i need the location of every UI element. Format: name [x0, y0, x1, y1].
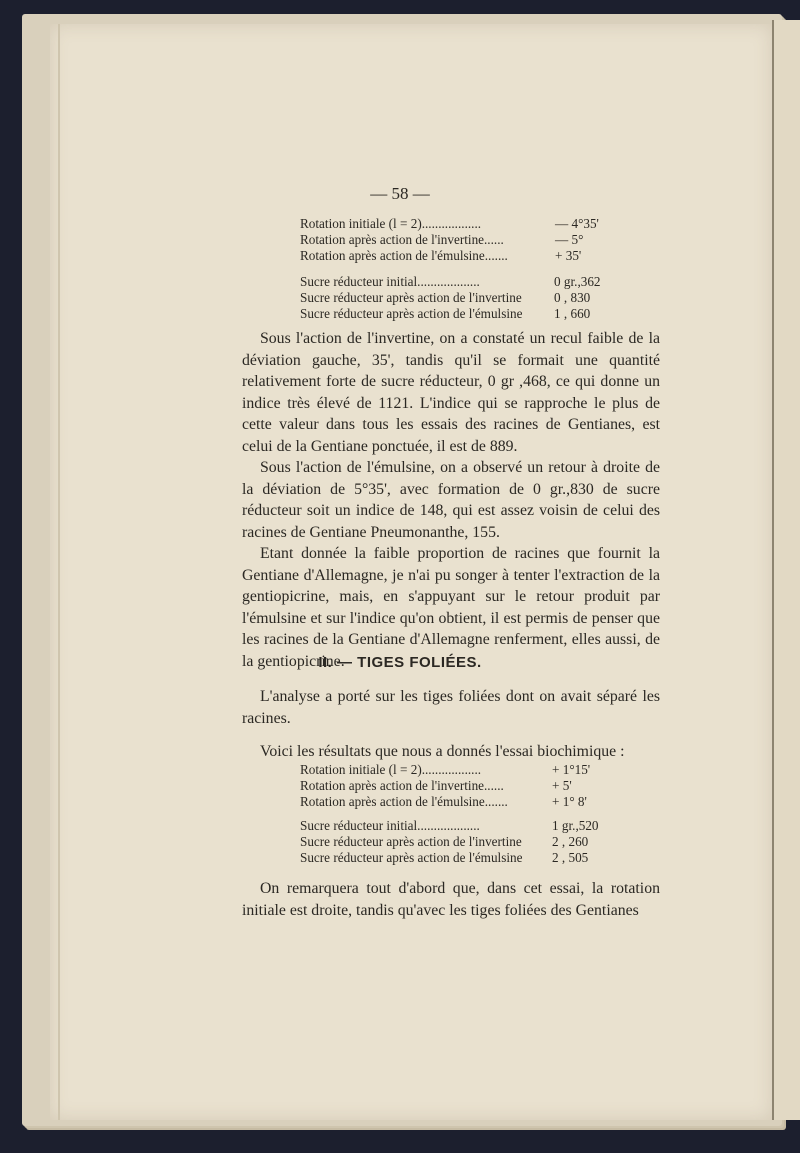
body-text-conclusion	[242, 878, 660, 921]
paragraph: Voici les résultats que nous a donnés l'essai biochimique :	[260, 743, 625, 760]
body-text-stems	[242, 686, 660, 763]
paragraph: Sous l'action de l'invertine, on a constaté un recul faible de la déviation gauche, 35', tandis qu'il se formait une quantité relativement forte de sucre réducteur, 0 gr ,468, ce qui donne un indice très élevé de 1121. L'indice qui se rapproche le plus de cette valeur dans tous les essais des racines de Gentianes, est celui de la Gentiane ponctuée, il est de 889.	[242, 330, 660, 455]
paragraph: Etant donnée la faible proportion de racines que fournit la Gentiane d'Allemagne, je n'ai pu songer à tenter l'extraction de la gentiopicrine, mais, en s'appuyant sur le retour produit par l'émulsine et sur l'indice qu'on obtient, il est permis de penser que les racines de la Gentiane d'Allemagne renferment, elles aussi, de la gentiopicrine.	[242, 545, 660, 670]
section-heading: II. — TIGES FOLIÉES.	[318, 654, 482, 671]
paragraph: Sous l'action de l'émulsine, on a observé un retour à droite de la déviation de 5°35', avec formation de 0 gr.,830 de sucre réducteur soit un indice de 148, qui est assez voisin de celui des racines de Gentiane Pneumonanthe, 155.	[242, 459, 660, 541]
paragraph: On remarquera tout d'abord que, dans cet essai, la rotation initiale est droite, tandis qu'avec les tiges foliées des Gentianes	[242, 880, 660, 919]
paragraph: L'analyse a porté sur les tiges foliées dont on avait séparé les racines.	[242, 688, 660, 727]
page-number: — 58 —	[370, 184, 430, 203]
body-text-roots	[242, 328, 660, 672]
page-text: — 58 — Rotation initiale (l = 2).................. — 4°35' Rotation après action de l'invertine...... — 5° Rotation après action de l'émulsine....... + 35' Sucre réducteur initial................... 0 gr.,362 Sucre réducteur après action de l'invertine 0 , 830 Sucre réducteur après action de l'émulsine 1 , 660 Sous l'action de l'invertine, on a constaté un recul faible de la déviation gauche, 35', tandis qu'il se formait une quantité relativement forte de sucre réducteur, 0 gr ,468, ce qui donne un indice très élevé de 1121. L'indice qui se rapproche le plus de cette valeur dans tous les essais des racines de Gentianes, est celui de la Gentiane ponctuée, il est de 889. Sous l'action de l'émulsine, on a observé un retour à droite de la déviation de 5°35', avec formation de 0 gr.,830 de sucre réducteur soit un indice de 148, qui est assez voisin de celui des racines de Gentiane Pneumonanthe, 155. Etant donnée la faible proportion de racines que fournit la Gentiane d'Allemagne, je n'ai pu songer à tenter l'extraction de la gentiopicrine, mais, en s'appuyant sur le retour produit par l'émulsine et sur l'indice qu'on obtient, il est permis de penser que les racines de la Gentiane d'Allemagne renferment, elles aussi, de la gentiopicrine. II. — TIGES FOLIÉES. L'analyse a porté sur les tiges foliées dont on avait séparé les racines. Voici les résultats que nous a donnés l'essai biochimique : Rotation initiale (l = 2).................. + 1°15' Rotation après action de l'invertine...... + 5' Rotation après action de l'émulsine....... + 1° 8' Sucre réducteur initial................... 1 gr.,520 Sucre réducteur après action de l'invertine 2 , 260 Sucre réducteur après action de l'émulsine 2 , 505 On remarquera tout d'abord que, dans cet essai, la rotation initiale est droite, tandis qu'avec les tiges foliées des Gentianes	[0, 0, 800, 1153]
